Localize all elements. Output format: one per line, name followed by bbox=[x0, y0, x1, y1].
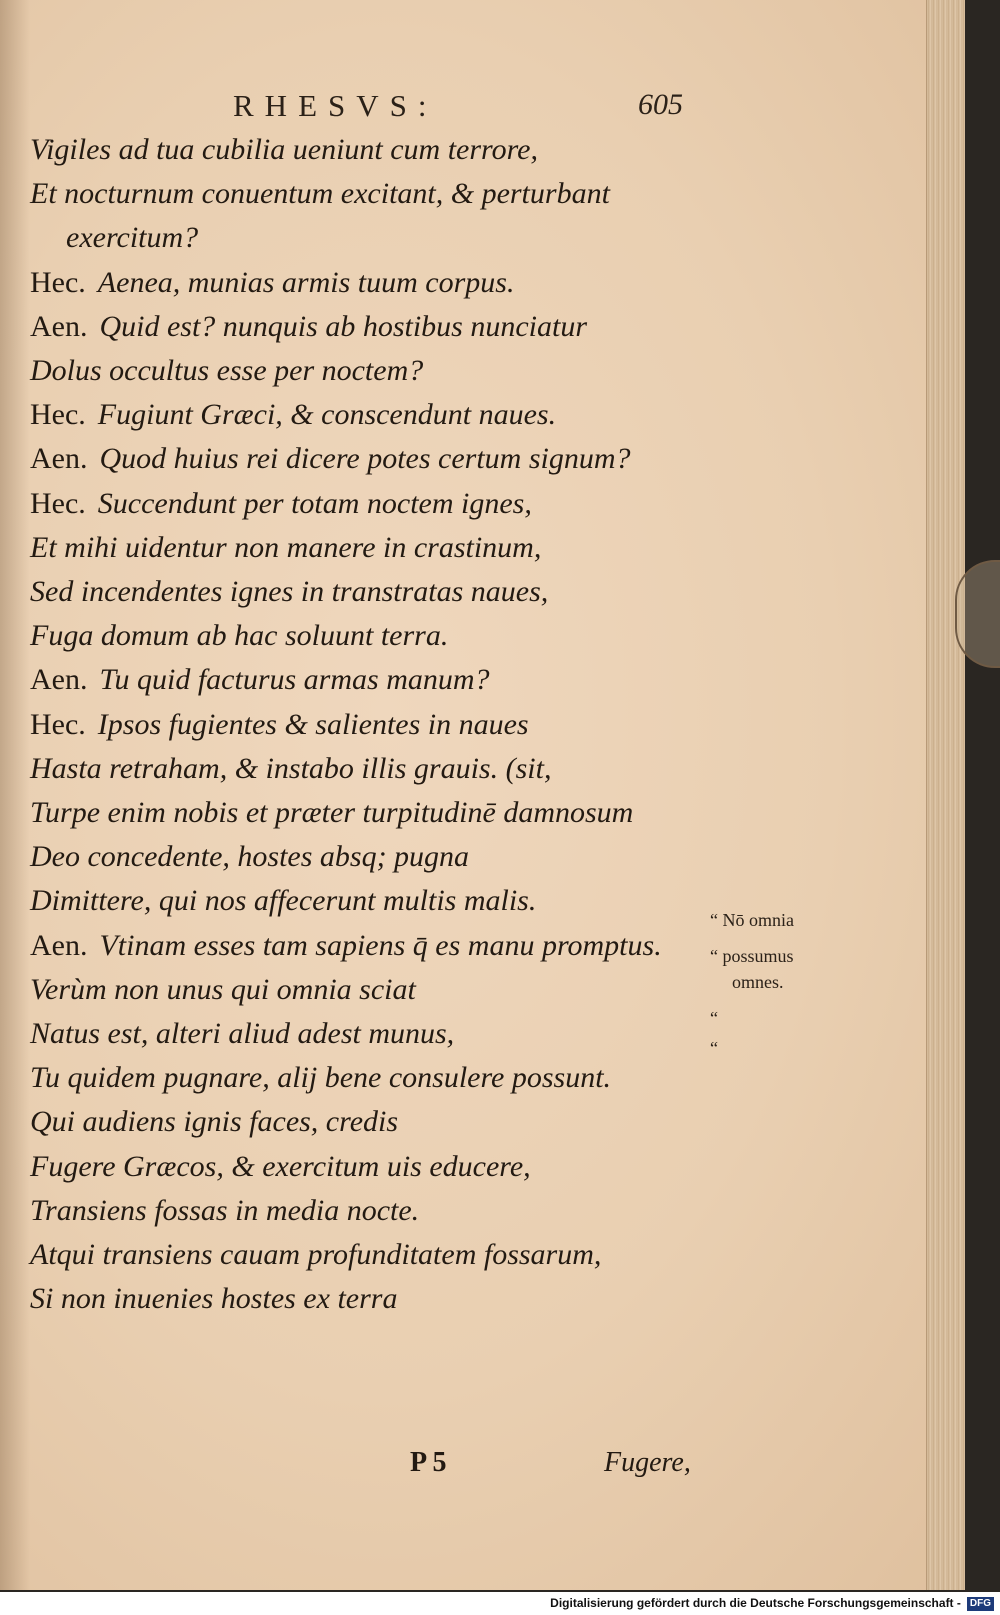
verse-line bbox=[30, 528, 541, 568]
verse-line bbox=[30, 660, 490, 700]
verse-line-text: Quod huius rei dicere potes certum signum? bbox=[99, 442, 631, 476]
page-edges bbox=[926, 0, 965, 1590]
verse-line-text: Atqui transiens cauam profunditatem fossarum, bbox=[30, 1238, 602, 1271]
marginal-note-line: “ bbox=[710, 1008, 718, 1028]
speaker-label: Aen. bbox=[30, 309, 88, 343]
verse-line bbox=[30, 749, 551, 789]
verse-line-text: Et mihi uidentur non manere in crastinum, bbox=[30, 530, 542, 564]
verse-line bbox=[30, 970, 416, 1010]
marginal-note-line: “ bbox=[710, 1038, 718, 1058]
verse-line-text: Hasta retraham, & instabo illis grauis. (sit, bbox=[30, 751, 552, 785]
speaker-label: Hec. bbox=[30, 486, 86, 520]
verse-line bbox=[30, 484, 532, 524]
verse-line bbox=[30, 1235, 601, 1275]
verse-line bbox=[30, 263, 514, 303]
verse-line bbox=[30, 130, 538, 170]
verse-line-text: Turpe enim nobis et præter turpitudinē damnosum bbox=[30, 796, 634, 829]
verse-line-text: Quid est? nunquis ab hostibus nunciatur bbox=[99, 309, 587, 343]
marginal-note-line: “ Nō omnia bbox=[710, 910, 794, 930]
verse-line bbox=[30, 881, 536, 921]
verse-line-text: Fugere Græcos, & exercitum uis educere, bbox=[30, 1149, 531, 1183]
verse-line-text: Dolus occultus esse per noctem? bbox=[30, 354, 424, 387]
verse-line bbox=[30, 351, 423, 391]
catchword: Fugere, bbox=[604, 1447, 691, 1478]
verse-line bbox=[30, 1279, 397, 1319]
verse-line bbox=[30, 837, 469, 877]
speaker-label: Hec. bbox=[30, 265, 86, 299]
verse-line-text: Si non inuenies hostes ex terra bbox=[30, 1282, 398, 1316]
page-footer bbox=[0, 1447, 965, 1487]
dfg-logo: DFG bbox=[967, 1597, 994, 1611]
verse-line-text: Vtinam esses tam sapiens q̄ es manu promptus. bbox=[99, 928, 662, 962]
verse-line-text: Qui audiens ignis faces, credis bbox=[30, 1105, 399, 1139]
verse-line bbox=[30, 1102, 398, 1142]
gutter-shadow bbox=[0, 0, 30, 1590]
verse-line-text: Aenea, munias armis tuum corpus. bbox=[97, 265, 515, 299]
verse-line-text: Tu quidem pugnare, alij bene consulere possunt. bbox=[30, 1061, 612, 1095]
verse-line bbox=[30, 1147, 531, 1187]
verse-line bbox=[30, 705, 529, 745]
verse-line bbox=[30, 307, 587, 347]
marginal-note-line: “ possumus bbox=[710, 946, 794, 966]
verse-line-text: Ipsos fugientes & salientes in naues bbox=[97, 707, 529, 741]
verse-line-text: Sed incendentes ignes in transtratas naues, bbox=[30, 575, 549, 608]
verse-line bbox=[30, 616, 448, 656]
verse-line-text: Succendunt per totam noctem ignes, bbox=[97, 486, 532, 520]
verse-line bbox=[30, 926, 662, 966]
verse-line bbox=[30, 439, 631, 479]
verse-line bbox=[30, 395, 556, 435]
verse-line-text: Dimittere, qui nos affecerunt multis malis. bbox=[30, 884, 537, 918]
verse-line-text: Verùm non unus qui omnia sciat bbox=[30, 972, 416, 1006]
verse-line-text: exercitum? bbox=[66, 221, 199, 255]
verse-line-text: Vigiles ad tua cubilia ueniunt cum terrore, bbox=[30, 133, 538, 166]
verse-line-text: Transiens fossas in media nocte. bbox=[30, 1193, 420, 1227]
page-number: 605 bbox=[638, 88, 683, 121]
verse-line bbox=[66, 218, 198, 258]
signature-mark: P 5 bbox=[410, 1447, 447, 1478]
verse-line-text: Deo concedente, hostes absq; pugna bbox=[30, 840, 470, 874]
credit-text: Digitalisierung gefördert durch die Deutsche Forschungsgemeinschaft - bbox=[550, 1596, 961, 1610]
speaker-label: Aen. bbox=[30, 442, 88, 476]
digitization-credit bbox=[0, 1592, 1000, 1615]
verse-line bbox=[30, 174, 610, 214]
verse-line bbox=[30, 1058, 611, 1098]
verse-line bbox=[30, 572, 548, 612]
running-head-title: RHESVS: bbox=[233, 88, 438, 123]
verse-line bbox=[30, 1014, 454, 1054]
verse-line-text: Et nocturnum conuentum excitant, & perturbant bbox=[30, 177, 610, 211]
running-head bbox=[0, 88, 965, 128]
speaker-label: Hec. bbox=[30, 398, 86, 432]
speaker-label: Aen. bbox=[30, 663, 88, 697]
verse-line bbox=[30, 793, 633, 833]
verse-line-text: Fugiunt Græci, & conscendunt naues. bbox=[97, 398, 557, 432]
speaker-label: Hec. bbox=[30, 707, 86, 741]
verse-line-text: Fuga domum ab hac soluunt terra. bbox=[30, 619, 449, 653]
verse-line-text: Tu quid facturus armas manum? bbox=[99, 663, 490, 697]
speaker-label: Aen. bbox=[30, 928, 88, 962]
marginal-note-line: omnes. bbox=[732, 972, 784, 992]
verse-line-text: Natus est, alteri aliud adest munus, bbox=[30, 1017, 455, 1050]
verse-line bbox=[30, 1191, 419, 1231]
